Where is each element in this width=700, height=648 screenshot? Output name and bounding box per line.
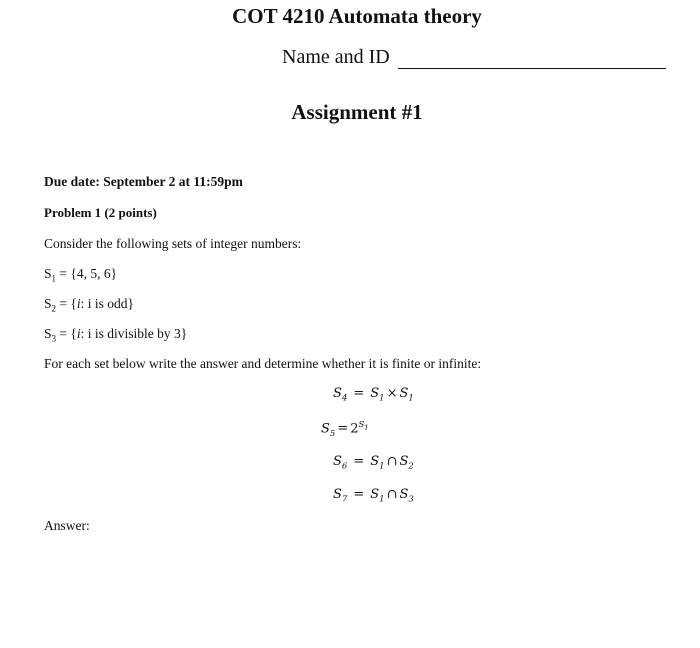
formula-s5: $S_5 = 2^{S_1}$ xyxy=(321,420,369,439)
course-title: COT 4210 Automata theory xyxy=(232,4,482,28)
problem-heading: Problem 1 (2 points) xyxy=(44,205,157,220)
name-id-row xyxy=(282,46,666,69)
name-id-label: Name and ID xyxy=(282,46,390,68)
problem-intro: Consider the following sets of integer numbers: xyxy=(44,236,302,251)
answer-label: Answer: xyxy=(44,518,90,533)
assignment-title: Assignment #1 xyxy=(291,100,423,124)
name-id-blank-line xyxy=(398,48,666,69)
set-definition-s1: $S_1 = \{4$, 5, 6} xyxy=(44,266,118,284)
set-definition-s2: $S_2 = \{i$: i is odd} xyxy=(44,296,134,314)
problem-instruction: For each set below write the answer and determine whether it is finite or infinite: xyxy=(44,356,482,371)
formula-s7: $S_7 = S_1$ ∩ $S_3$ xyxy=(333,487,414,505)
due-date: Due date: September 2 at 11:59pm xyxy=(44,174,243,189)
set-definition-s3: $S_3 = \{i$: i is divisible by 3} xyxy=(44,326,188,344)
formula-s4: $S_4 = S_1 \times S_1$ xyxy=(333,386,414,404)
formula-s6: $S_6 = S_1$ ∩ $S_2$ xyxy=(333,454,414,472)
